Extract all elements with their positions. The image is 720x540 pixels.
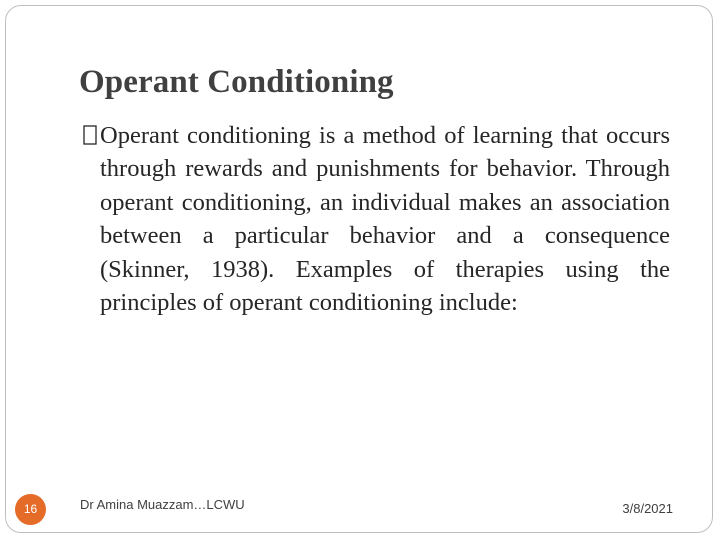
missing-glyph-box-icon — [83, 121, 100, 141]
slide-body — [83, 119, 670, 319]
footer-date: 3/8/2021 — [622, 501, 673, 516]
bullet-text: Operant conditioning is a method of learning that occurs through rewards and punishments for behavior. Through operant conditioning, an individual makes an association between a particular behavior and a consequence (Skinner, 1938). Examples of therapies using the principles of operant conditioning include: — [100, 122, 670, 317]
bullet-paragraph — [83, 119, 670, 319]
slide-title: Operant Conditioning — [79, 64, 394, 100]
footer-author: Dr Amina Muazzam…LCWU — [80, 497, 245, 512]
page-number-badge: 16 — [15, 494, 46, 525]
